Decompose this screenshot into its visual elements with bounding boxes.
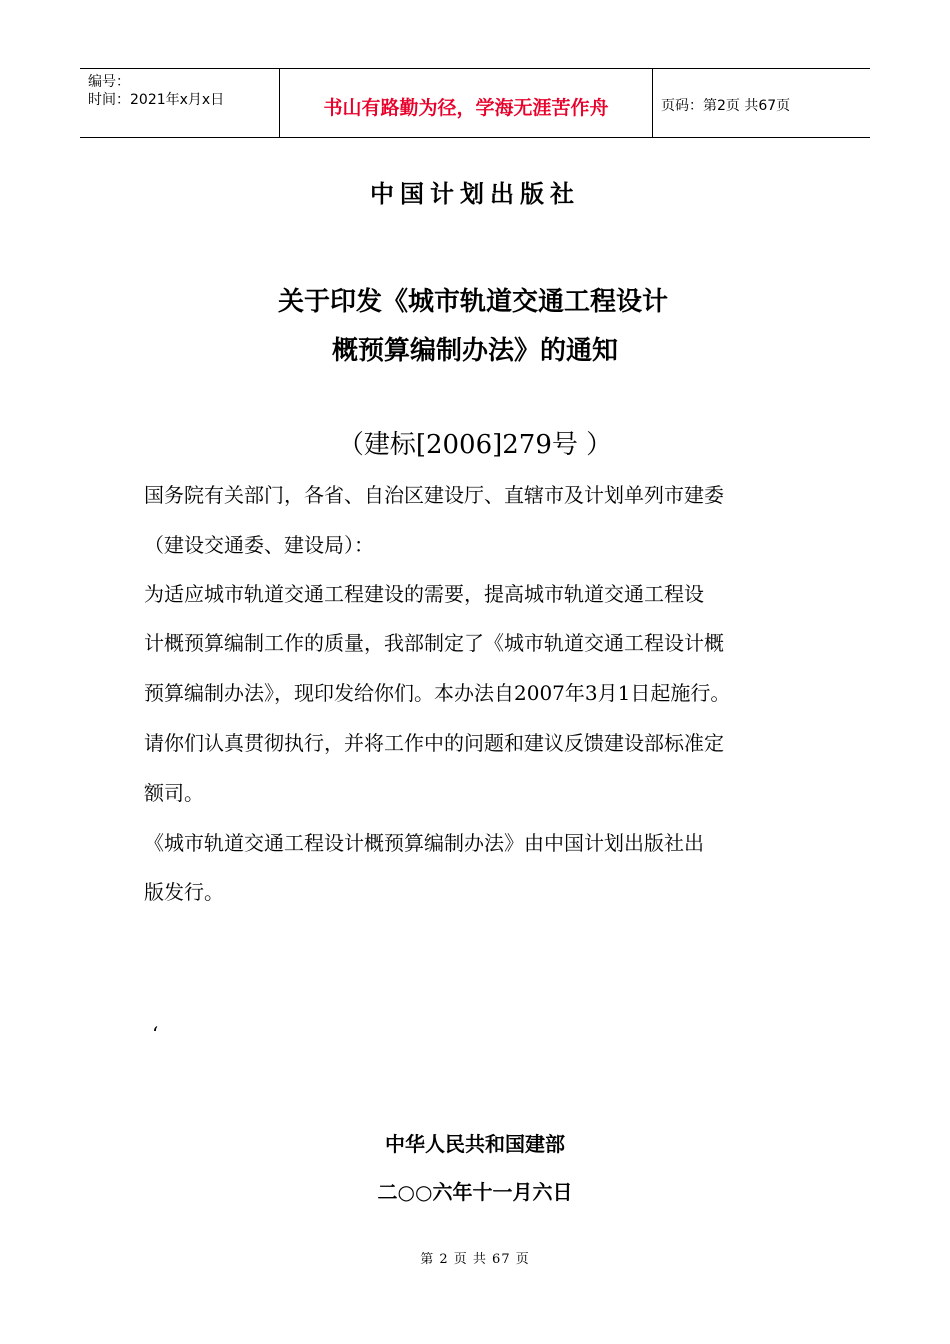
header-motto: 书山有路勤为径，学海无涯苦作舟 [280,69,653,137]
signing-date: 二○○六年十一月六日 [377,1180,573,1204]
body-line: 国务院有关部门，各省、自治区建设厅、直辖市及计划单列市建委 [144,483,724,507]
body-line: 额司。 [144,781,204,805]
document-title-line-1: 关于印发《城市轨道交通工程设计 [277,287,668,317]
body-line: 请你们认真贯彻执行，并将工作中的问题和建议反馈建设部标准定 [144,731,724,755]
body-line: 版发行。 [144,880,224,904]
stray-mark: ‘ [152,1022,159,1046]
header-page-info: 页码：第2页 共67页 [661,98,791,114]
header-meta [80,69,280,137]
publisher-name: 中国计划出版社 [370,179,580,208]
body-line: 预算编制办法》，现印发给你们。本办法自2007年3月1日起施行。 [144,681,731,705]
body-line: 《城市轨道交通工程设计概预算编制办法》由中国计划出版社出 [144,831,704,855]
body-line: 为适应城市轨道交通工程建设的需要，提高城市轨道交通工程设 [144,582,704,606]
header-table [80,68,870,138]
document-title-line-2: 概预算编制办法》的通知 [331,336,618,366]
time-label: 时间：2021年x月x日 [88,92,225,108]
page-footer: 第 2 页 共 67 页 [420,1252,530,1267]
body-line: （建设交通委、建设局）： [144,533,374,557]
number-label: 编号： [88,74,130,90]
signing-organization: 中华人民共和国建部 [385,1132,565,1156]
document-number: （建标[2006]279号 ） [337,430,613,460]
body-line: 计概预算编制工作的质量，我部制定了《城市轨道交通工程设计概 [144,631,724,655]
